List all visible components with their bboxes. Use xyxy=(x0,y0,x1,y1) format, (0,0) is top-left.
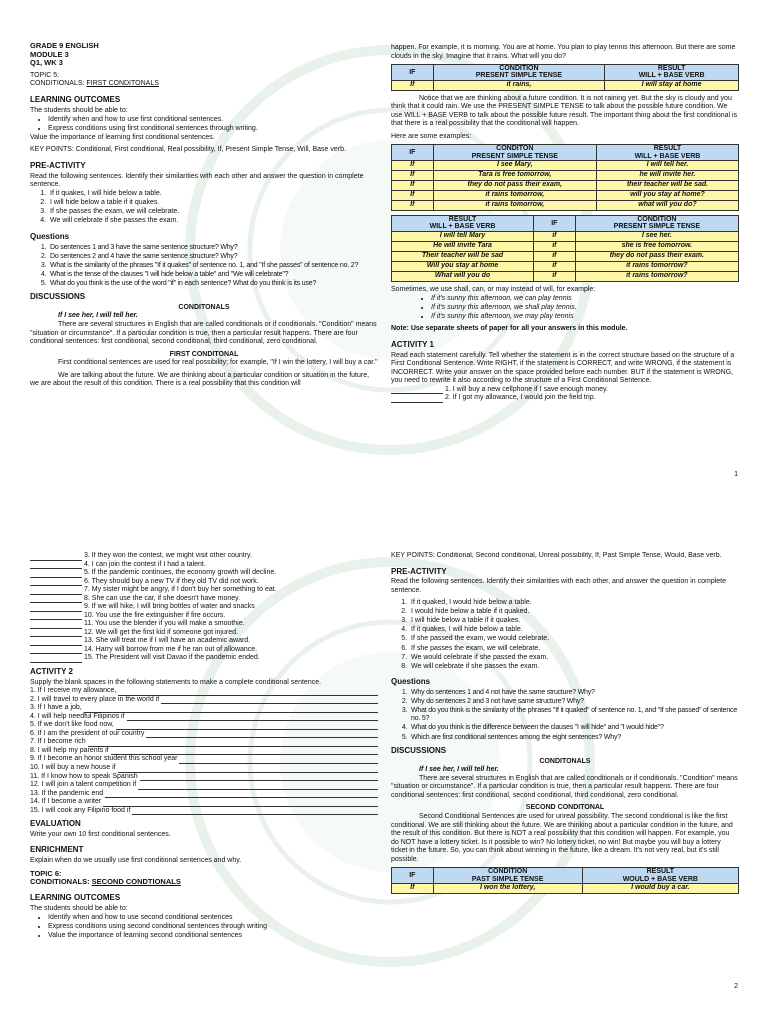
table-row xyxy=(392,241,739,251)
header-week: Q1, WK 3 xyxy=(30,58,63,68)
activity1-intro: Read each statement carefully. Tell whether the statement is in the correct structure based on the structure of a First Conditional Sentence. Write RIGHT, if the statement is CORRECT, and write WRONG, if the statement is INCORRECT. Write your answer on the space provided before each number. BUT if the statement is WRONG, you need to rewrite it also according to the structure of a First Conditional Sentence. xyxy=(391,351,735,385)
answer-blank[interactable] xyxy=(30,656,82,663)
activity1-item[interactable] xyxy=(30,578,378,587)
page2-left-column xyxy=(30,552,378,941)
activity2-item[interactable] xyxy=(30,696,378,705)
activity1-item[interactable] xyxy=(30,620,378,629)
pre-activity-intro: Read the following sentences. Identify their similarities with each other, and answer the question in complete sentence. xyxy=(391,578,727,594)
activity2-prompt: 3. If I have a job, xyxy=(30,704,82,712)
answer-blank[interactable] xyxy=(111,748,378,755)
answer-blank[interactable] xyxy=(118,766,378,773)
second-conditional-title: SECOND CONDITONAL xyxy=(525,804,605,812)
table-cell: it rains tomorrow? xyxy=(575,261,738,271)
activity2-intro: Supply the blank spaces in the following statements to make a complete conditional sentence. xyxy=(30,678,322,686)
answer-blank[interactable] xyxy=(84,706,378,713)
questions-list xyxy=(409,689,739,742)
list-item: 1. Do sentences 1 and 3 have the same sentence structure? Why? xyxy=(48,244,378,253)
answer-blank[interactable] xyxy=(146,731,378,738)
activity2-prompt: 11. If I know how to speak Spanish xyxy=(30,772,138,780)
topic6-line: TOPIC 6: xyxy=(30,868,62,878)
table-header-cell: IF xyxy=(392,145,434,161)
list-item: 4. What is the tense of the clauses "I will hide below a table" and "We will celebrate"? xyxy=(48,271,378,280)
list-item: 3. What do you think is the similarity of the phrases "If it quaked" of sentence no. 1, and "If she passed" of sentence no. 5? xyxy=(409,707,739,724)
page1-right-column xyxy=(391,44,739,403)
table-row xyxy=(392,261,739,271)
activity1-statement: 12. We will get the first kid if someone got injured. xyxy=(84,628,238,636)
table-cell: their teacher will be sad. xyxy=(596,181,738,191)
table-cell: If xyxy=(392,161,434,171)
activity2-prompt: 10. I will buy a new house if xyxy=(30,763,116,771)
activity2-prompt: 14. If I become a writer xyxy=(30,798,102,806)
table-row xyxy=(392,171,739,181)
table-header-row xyxy=(392,145,739,161)
discussions-title: DISCUSSIONS xyxy=(30,292,86,302)
activity1-statement: 14. Harry will borrow from me if he ran out of allowance. xyxy=(84,645,258,653)
sometimes-list xyxy=(431,295,739,322)
list-item: • If it's sunny this afternoon, we may play tennis xyxy=(431,313,739,322)
table-cell: He will invite Tara xyxy=(392,241,534,251)
activity1-item[interactable] xyxy=(30,595,378,604)
list-item: 1. If it quaked, I would hide below a table. xyxy=(409,599,739,608)
table-row xyxy=(392,181,739,191)
table-row xyxy=(392,80,739,90)
table-header-cell: CONDITION PRESENT SIMPLE TENSE xyxy=(433,65,605,81)
list-item: 1. If it quakes, I will hide below a table. xyxy=(48,190,378,199)
answer-blank[interactable] xyxy=(138,783,378,790)
activity2-prompt: 12. I will join a talent competition if xyxy=(30,781,137,789)
activity2-item[interactable] xyxy=(30,764,378,773)
table-cell: Their teacher will be sad xyxy=(392,251,534,261)
activity2-item[interactable] xyxy=(30,713,378,722)
lo-item: • Identify when and how to use second conditional sentences xyxy=(48,914,378,923)
activity1-item[interactable] xyxy=(30,603,378,612)
list-item: 2. I would hide below a table if it quaked. xyxy=(409,608,739,617)
activity1-item[interactable] xyxy=(30,586,378,595)
table-header-cell: IF xyxy=(534,216,576,232)
list-item: 7. We would celebrate if she passed the exam. xyxy=(409,654,739,663)
table-cell: I will tell her. xyxy=(596,161,738,171)
activity2-item[interactable] xyxy=(30,721,378,730)
discussions-subtitle: CONDITONALS xyxy=(178,303,230,311)
activity2-item[interactable] xyxy=(30,687,378,696)
list-item: 4. What do you think is the difference between the clauses "I will hide" and "I would hide"? xyxy=(409,724,739,733)
answer-blank[interactable] xyxy=(161,697,378,704)
table-header-cell: IF xyxy=(392,868,434,884)
activity2-item[interactable] xyxy=(30,781,378,790)
activity1-statement: 4. I can join the contest if I had a talent. xyxy=(84,560,206,568)
lo-item: • Value the importance of learning second conditional sentences xyxy=(48,932,378,941)
activity2-prompt: 8. I will help my parents if xyxy=(30,746,109,754)
table-row xyxy=(392,201,739,211)
table-row xyxy=(392,231,739,241)
answer-blank[interactable] xyxy=(30,622,82,629)
activity2-prompt: 7. If I become rich xyxy=(30,738,86,746)
table-cell: If xyxy=(392,191,434,201)
activity1-item[interactable] xyxy=(30,552,378,561)
list-item: 8. We will celebrate if she passes the exam. xyxy=(409,663,739,672)
header-grade: GRADE 9 ENGLISH xyxy=(30,42,99,50)
key-points: KEY POINTS: Conditional, First conditional, Real possibility, If, Present Simple Tense, Will, Base verb. xyxy=(30,146,346,154)
activity2-prompt: 9. If I become an honor student this school year xyxy=(30,755,178,763)
activity1-statement: 11. You use the blender if you will make a smoothie. xyxy=(84,620,245,628)
answer-blank[interactable] xyxy=(30,613,82,620)
activity2-prompt: 1. If I receive my allowance, xyxy=(30,687,117,695)
answer-blank[interactable] xyxy=(30,647,82,654)
activity1-item[interactable] xyxy=(30,561,378,570)
questions-title: Questions xyxy=(391,677,431,687)
table-cell: it rains tomorrow, xyxy=(433,201,596,211)
page1-left-column xyxy=(30,42,378,389)
table-cell: If xyxy=(392,80,434,90)
list-item: 2. Why do sentences 2 and 3 not have same structure? Why? xyxy=(409,698,739,707)
table-cell: if xyxy=(534,231,576,241)
pre-activity-list xyxy=(48,190,378,226)
table-header-cell: CONDITION PRESENT SIMPLE TENSE xyxy=(575,216,738,232)
answer-blank[interactable] xyxy=(132,808,378,815)
activity1-statement: 13. She will treat me if I will have an academic award. xyxy=(84,637,251,645)
answer-blank[interactable] xyxy=(88,740,378,747)
activity2-prompt: 4. I will help needful Filipinos if xyxy=(30,712,125,720)
module-header xyxy=(30,42,378,68)
activity2-list xyxy=(30,687,378,815)
answer-blank[interactable] xyxy=(140,774,378,781)
discussions-title: DISCUSSIONS xyxy=(391,746,447,756)
answer-blank[interactable] xyxy=(127,714,378,721)
table-cell: I see Mary, xyxy=(433,161,596,171)
second-conditional-table xyxy=(391,867,739,894)
table-cell: what will you do? xyxy=(596,201,738,211)
answer-blank[interactable] xyxy=(179,757,378,764)
table-header-cell: IF xyxy=(392,65,434,81)
table-cell: she is free tomorrow. xyxy=(575,241,738,251)
list-item: 4. If it quakes, I will hide below a table. xyxy=(409,626,739,635)
key-points: KEY POINTS: Conditional, Second conditional, Unreal possibility, If, Past Simple Tense, Would, Base verb. xyxy=(391,552,722,559)
activity1-statement: 3. If they won the contest, we might visit other country. xyxy=(84,552,252,559)
activity2-item[interactable] xyxy=(30,773,378,782)
table-cell: I will tell Mary xyxy=(392,231,534,241)
discussion-paragraph: There are several structures in English that are called conditionals or if conditionals. "Condition" means "situation or circumstance". If a particular condition is true, then a particular result happens. There are four conditional sentences: first conditional, second conditional, third conditional, zero conditional. xyxy=(30,321,377,346)
activity1-item[interactable]: 1. I will buy a new cellphone if I save enough money. xyxy=(391,386,739,395)
list-item: 3. What is the similarity of the phrases "If it quakes" of sentence no. 1, and "If she passes" of sentence no. 2? xyxy=(48,262,378,271)
lo-intro: The students should be able to: xyxy=(30,106,128,114)
activity1-item[interactable] xyxy=(30,654,378,663)
table-cell: if xyxy=(534,251,576,261)
answer-blank[interactable] xyxy=(30,562,82,569)
questions-list xyxy=(48,244,378,289)
notice-paragraph: Notice that we are thinking about a future condition. It is not raining yet. But the sky is cloudy and you think that it could rain. We use the PRESENT SIMPLE TENSE to talk about the possible future condition. We use WILL + BASE VERB to talk about the possible future result. The important thing about the first conditional is that there is a real possibility that the conditional will happen. xyxy=(391,94,738,128)
pre-activity-list xyxy=(409,599,739,671)
list-item: 6. If she passes the exam, we will celebrate. xyxy=(409,645,739,654)
lo-item: • Express conditions using second conditional sentences through writing xyxy=(48,923,378,932)
table-cell: it rains tomorrow? xyxy=(575,271,738,281)
topic6-title: CONDITIONALS: SECOND CONDTIONALS xyxy=(30,877,181,887)
activity2-item[interactable] xyxy=(30,747,378,756)
activity1-title: ACTIVITY 1 xyxy=(391,339,434,349)
table-cell: they do not pass their exam. xyxy=(575,251,738,261)
enrichment-title: ENRICHMENT xyxy=(30,845,84,855)
table-cell: it rains, xyxy=(433,80,605,90)
examples-table xyxy=(391,144,739,211)
table-cell: If xyxy=(392,883,434,893)
page-number: 1 xyxy=(734,471,738,479)
pre-activity-title: PRE-ACTIVITY xyxy=(391,566,447,576)
discussion-example: If I see her, I will tell her. xyxy=(419,766,499,774)
list-item: • If it's sunny this afternoon, we shall play tennis. xyxy=(431,304,739,313)
lo-item: • Identify when and how to use first conditional sentences. xyxy=(48,116,378,125)
activity2-title: ACTIVITY 2 xyxy=(30,666,73,676)
activity2-item[interactable] xyxy=(30,790,378,799)
activity2-prompt: 6. If I am the president of our country xyxy=(30,729,145,737)
first-conditional-table xyxy=(391,64,739,91)
reversed-examples-table xyxy=(391,215,739,282)
table-cell: if xyxy=(534,271,576,281)
list-item: 5. Which are first conditional sentences among the eight sentences? Why? xyxy=(409,734,739,743)
table-header-cell: RESULT WILL + BASE VERB xyxy=(596,145,738,161)
activity2-item[interactable] xyxy=(30,807,378,816)
sometimes-text: Sometimes, we use shall, can, or may instead of will, for example: xyxy=(391,285,596,293)
enrichment-text: Explain when do we usually use first conditional sentences and why. xyxy=(30,857,242,865)
list-item: 2. Do sentences 2 and 4 have the same sentence structure? Why? xyxy=(48,253,378,262)
activity1-statement: 15. The President will visit Davao if the pandemic ended. xyxy=(84,654,260,662)
lo-list xyxy=(48,914,378,941)
list-item: 2. I will hide below a table if it quakes. xyxy=(48,199,378,208)
activity1-item[interactable] xyxy=(30,637,378,646)
evaluation-title: EVALUATION xyxy=(30,819,81,829)
table-row xyxy=(392,191,739,201)
list-item: 3. I will hide below a table if it quakes. xyxy=(409,617,739,626)
list-item: 1. Why do sentences 1 and 4 not have the same structure? Why? xyxy=(409,689,739,698)
activity1-statement: 5. If the pandemic continues, the economy growth will decline. xyxy=(84,569,277,577)
first-conditional-title: FIRST CONDITONAL xyxy=(169,350,239,358)
activity1-statement: 6. They should buy a new TV if they old TV did not work. xyxy=(84,577,259,585)
activity1-item[interactable] xyxy=(30,569,378,578)
answer-blank[interactable] xyxy=(116,723,378,730)
lo-after: Value the importance of learning first conditional sentences. xyxy=(30,133,215,141)
table-cell: if xyxy=(534,261,576,271)
answer-blank[interactable] xyxy=(30,554,82,561)
lo-intro: The students should be able to: xyxy=(30,904,128,912)
table-cell: What will you do xyxy=(392,271,534,281)
table-cell: he will invite her. xyxy=(596,171,738,181)
module-page-2 xyxy=(0,512,768,1024)
header-module: MODULE 3 xyxy=(30,49,69,59)
table-row xyxy=(392,883,739,893)
list-item: • If it's sunny this afternoon, we can play tennis xyxy=(431,295,739,304)
answer-blank[interactable] xyxy=(30,579,82,586)
table-cell: If xyxy=(392,181,434,191)
activity2-item[interactable] xyxy=(30,704,378,713)
page-number: 2 xyxy=(734,983,738,991)
activity1-statement: 8. She can use the car, if she doesn't have money. xyxy=(84,594,241,602)
answer-blank[interactable] xyxy=(30,630,82,637)
list-item: 5. If she passed the exam, we would celebrate. xyxy=(409,635,739,644)
evaluation-text: Write your own 10 first conditional sentences. xyxy=(30,830,171,838)
lo-list xyxy=(48,116,378,134)
topic-title: CONDITIONALS: FIRST CONDITONALS xyxy=(30,80,159,88)
table-header-row xyxy=(392,868,739,884)
table-cell: will you stay at home? xyxy=(596,191,738,201)
activity2-prompt: 5. If we don't like food now, xyxy=(30,721,114,729)
lo-item: • Express conditions using first conditional sentences through writing. xyxy=(48,125,378,134)
answer-blank[interactable] xyxy=(30,605,82,612)
table-header-row xyxy=(392,65,739,81)
answer-blank[interactable] xyxy=(118,689,378,696)
pre-activity-title: PRE-ACTIVITY xyxy=(30,160,86,170)
table-row xyxy=(392,251,739,261)
activity2-item[interactable] xyxy=(30,730,378,739)
activity2-prompt: 2. I will travel to every place in the world if xyxy=(30,695,160,703)
table-cell: If xyxy=(392,201,434,211)
pre-activity-intro: Read the following sentences. Identify their similarities with each other and answer the question in complete sentence. xyxy=(30,172,364,189)
activity2-prompt: 13. If the pandemic end xyxy=(30,789,104,797)
examples-intro: Here are some examples: xyxy=(391,132,472,140)
table-cell: I will stay at home xyxy=(605,80,739,90)
activity2-item[interactable] xyxy=(30,738,378,747)
table-cell: If xyxy=(392,171,434,181)
table-header-cell: RESULT WILL + BASE VERB xyxy=(605,65,739,81)
table-cell: Will you stay at home xyxy=(392,261,534,271)
page2-right-column xyxy=(391,552,739,898)
topic-line: TOPIC 5: xyxy=(30,71,60,79)
discussions-subtitle: CONDITONALS xyxy=(539,757,591,765)
table-header-cell: CONDITION PAST SIMPLE TENSE xyxy=(433,868,582,884)
activity2-item[interactable] xyxy=(30,798,378,807)
answer-blank[interactable] xyxy=(30,588,82,595)
table-row xyxy=(392,161,739,171)
discussion-example: If I see her, I will tell her. xyxy=(58,312,138,320)
table-header-cell: CONDITON PRESENT SIMPLE TENSE xyxy=(433,145,596,161)
answer-blank[interactable] xyxy=(103,800,378,807)
activity1-item[interactable] xyxy=(30,646,378,655)
table-cell: it rains tomorrow, xyxy=(433,191,596,201)
table-cell: I won the lottery, xyxy=(433,883,582,893)
activity1-item[interactable] xyxy=(30,629,378,638)
first-conditional-paragraph: First conditional sentences are used for real possibility; for example, "If I win the lottery, I will buy a car." xyxy=(58,359,378,367)
table-row xyxy=(392,271,739,281)
activity1-statement: 7. My sister might be angry, if I don't buy her something to eat. xyxy=(84,586,277,594)
answer-blank[interactable] xyxy=(30,596,82,603)
table-header-cell: RESULT WILL + BASE VERB xyxy=(392,216,534,232)
table-cell: I would buy a car. xyxy=(582,883,738,893)
discussion-paragraph: There are several structures in English that are called conditionals or if conditionals. "Condition" means "situation or circumstance". If a particular condition is true, then a particular result happens. There are four conditional sentences: first conditional, second conditional, third conditional, zero conditional. xyxy=(391,774,738,799)
list-item: 5. What do you think is the use of the word "if" in each sentence? What do you think is its use? xyxy=(48,280,378,289)
list-item: 3. If she passes the exam, we will celebrate. xyxy=(48,208,378,217)
table-cell: I see her. xyxy=(575,231,738,241)
list-item: 4. We will celebrate if she passes the exam. xyxy=(48,217,378,226)
second-conditional-paragraph: Second Conditional Sentences are used for unreal possibility. The second conditional is like the first conditional. We are still thinking about the future. We are thinking about a particular condition in the future, and the result of this condition. But there is NOT a real possibility that this condition will happen. For example, you do NOT have a lottery ticket. Is it possible to win? No lottery ticket, no win! But maybe you will buy a lottery ticket in the future. So, you can think about winning in the future, like a dream. It's not very real, but it's still possible. xyxy=(391,812,733,863)
activity1-item[interactable] xyxy=(30,612,378,621)
answer-blank[interactable] xyxy=(30,639,82,646)
questions-title: Questions xyxy=(30,231,70,241)
table-cell: if xyxy=(534,241,576,251)
continued-paragraph: happen. For example, it is morning. You are at home. You plan to play tennis this afternoon. But there are some clouds in the sky. Imagine that it rains. What will you do? xyxy=(391,44,736,60)
activity1-statement: 9. If we will hike, I will bring bottles of water and snacks xyxy=(84,603,255,611)
learning-outcomes-title: LEARNING OUTCOMES xyxy=(30,892,121,902)
table-header-cell: RESULT WOULD + BASE VERB xyxy=(582,868,738,884)
activity2-prompt: 15. I will cook any Filipino food if xyxy=(30,806,131,814)
first-conditional-paragraph-2: We are talking about the future. We are thinking about a particular condition or situation in the future, we are about the result of this condition. There is a real possibility that this condition will xyxy=(30,371,370,388)
answer-blank[interactable] xyxy=(30,571,82,578)
table-cell: they do not pass their exam, xyxy=(433,181,596,191)
activity1-item[interactable]: 2. If I got my allowance, I would join the field trip. xyxy=(391,394,739,403)
activity2-item[interactable] xyxy=(30,755,378,764)
table-cell: Tara is free tomorrow, xyxy=(433,171,596,181)
activity1-continued-list xyxy=(30,552,378,663)
table-header-row xyxy=(392,216,739,232)
note-text: Note: Use separate sheets of paper for all your answers in this module. xyxy=(391,325,628,333)
activity1-statement: 10. You use the fire extinguisher if fire occurs. xyxy=(84,611,226,619)
answer-blank[interactable] xyxy=(105,791,378,798)
learning-outcomes-title: LEARNING OUTCOMES xyxy=(30,94,121,104)
